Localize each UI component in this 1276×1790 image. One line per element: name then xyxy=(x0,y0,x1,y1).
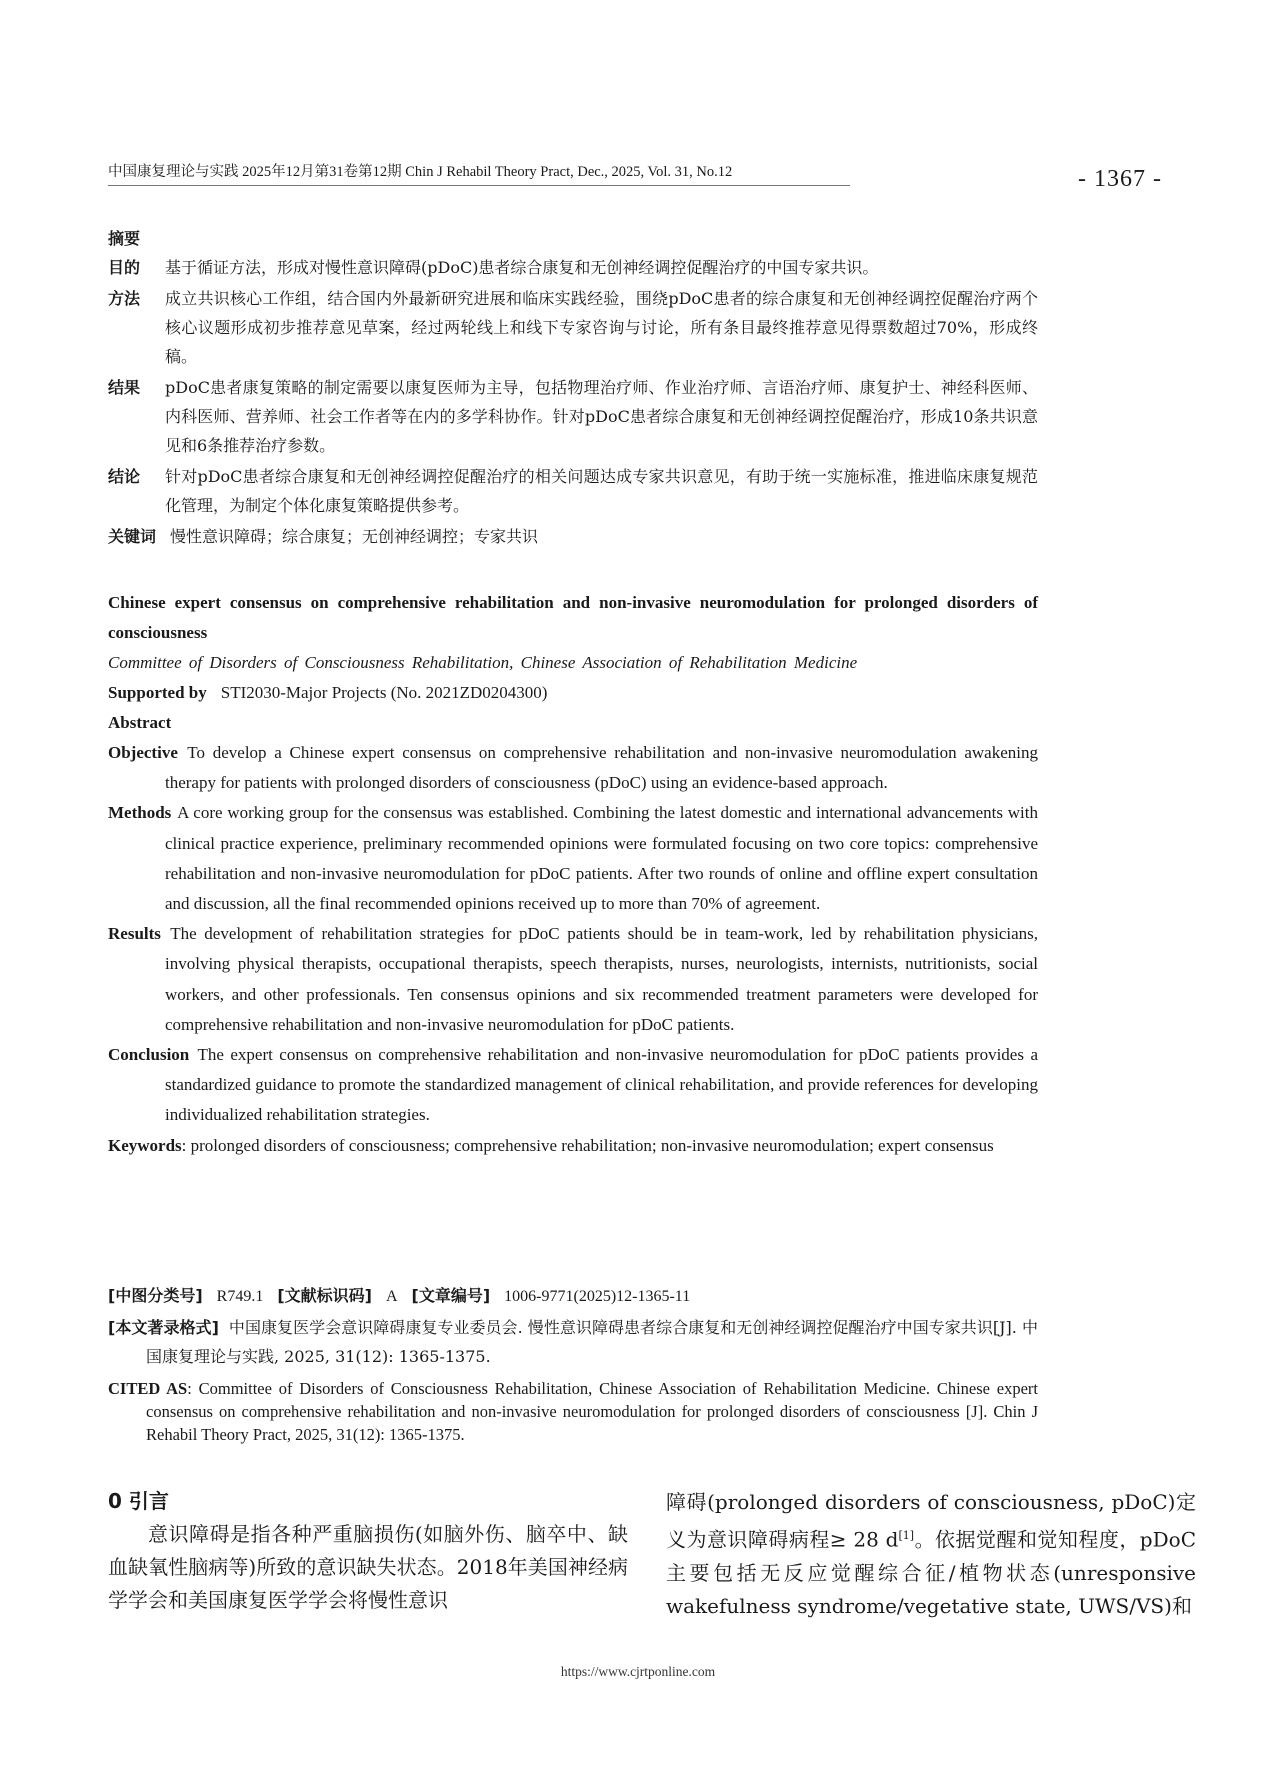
intro-heading: 0 引言 xyxy=(108,1489,169,1513)
citation-en-label: CITED AS xyxy=(108,1379,188,1398)
citation-cn-text: 中国康复医学会意识障碍康复专业委员会. 慢性意识障碍患者综合康复和无创神经调控促醒治疗中国专家共识[J]. 中国康复理论与实践, 2025, 31(12): 1365-1375. xyxy=(146,1318,1038,1366)
intro-paragraph-right xyxy=(666,1486,1196,1623)
en-methods-text: A core working group for the consensus was established. Combining the latest domestic and international advancements with clinical practice experience, preliminary recommended opinions were formulated focusing on two core topics: comprehensive rehabilitation and non-invasive neuromodulation for pDoC patients. After two rounds of online and offline expert consultation and discussion, all the final recommended opinions received up to more than 70% of agreement. xyxy=(165,803,1038,914)
en-abstract-title: Abstract xyxy=(108,713,172,732)
en-results-text: The development of rehabilitation strategies for pDoC patients should be in team-work, led by rehabilitation physicians, involving physical therapists, occupational therapists, speech therapists, nurses, neurologists, internists, nutritionists, social workers, and other professionals. Ten consensus opinions and six recommended treatment parameters were developed for comprehensive rehabilitation and non-invasive neuromodulation for pDoC patients. xyxy=(165,924,1038,1034)
en-objective xyxy=(108,738,1038,798)
cn-methods-text: 成立共识核心工作组，结合国内外最新研究进展和临床实践经验，围绕pDoC患者的综合康复和无创神经调控促醒治疗两个核心议题形成初步推荐意见草案，经过两轮线上和线下专家咨询与讨论，所有条目最终推荐意见得票数超过70%，形成终稿。 xyxy=(165,289,1038,366)
en-supported-label: Supported by xyxy=(108,683,207,702)
reference-marker[interactable]: [1] xyxy=(898,1529,915,1542)
en-objective-text: To develop a Chinese expert consensus on comprehensive rehabilitation and non-invasive neuromodulation awakening therapy for patients with prolonged disorders of consciousness (pDoC) using an evidence-based approach. xyxy=(165,743,1038,793)
page-number: - 1367 - xyxy=(1078,166,1162,192)
classification-line xyxy=(108,1282,1038,1311)
intro-right-text-1: 障碍(prolonged disorders of consciousness, pDoC)定义为意识障碍病程≥ 28 d xyxy=(666,1490,1196,1552)
intro-right-text-2: 。依据觉醒和觉知程度，pDoC主要包括无反应觉醒综合征/植物状态(unresponsive wakefulness syndrome/vegetative state, UWS/VS)和 xyxy=(666,1527,1196,1618)
en-results xyxy=(108,919,1038,1040)
doc-code-label: [文献标识码] xyxy=(277,1286,372,1305)
cn-results-text: pDoC患者康复策略的制定需要以康复医师为主导，包括物理治疗师、作业治疗师、言语治疗师、康复护士、神经科医师、内科医师、营养师、社会工作者等在内的多学科协作。针对pDoC患者综合康复和无创神经调控促醒治疗，形成10条共识意见和6条推荐治疗参数。 xyxy=(165,378,1038,455)
article-meta xyxy=(108,1282,1038,1446)
clc-value: R749.1 xyxy=(216,1288,264,1305)
article-no-value: 1006-9771(2025)12-1365-11 xyxy=(504,1288,691,1305)
cn-results xyxy=(108,373,1038,460)
en-conclusion-label: Conclusion xyxy=(108,1045,190,1065)
doc-code-value: A xyxy=(385,1288,398,1305)
en-supported-text: STI2030-Major Projects (No. 2021ZD0204300) xyxy=(220,683,548,702)
citation-cn xyxy=(108,1313,1038,1371)
cn-results-label: 结果 xyxy=(108,378,141,397)
intro-paragraph-left: 意识障碍是指各种严重脑损伤(如脑外伤、脑卒中、缺血缺氧性脑病等)所致的意识缺失状态。2018年美国神经病学学会和美国康复医学学会将慢性意识 xyxy=(108,1522,628,1612)
cn-objective xyxy=(108,253,1038,282)
en-methods xyxy=(108,798,1038,919)
cn-abstract-title: 摘要 xyxy=(108,229,141,248)
cn-keywords-text: 慢性意识障碍；综合康复；无创神经调控；专家共识 xyxy=(170,527,539,546)
cn-objective-text: 基于循证方法，形成对慢性意识障碍(pDoC)患者综合康复和无创神经调控促醒治疗的中国专家共识。 xyxy=(165,258,879,277)
en-authors: Committee of Disorders of Consciousness Rehabilitation, Chinese Association of Rehabilitation Medicine xyxy=(108,653,858,672)
intro-left-column xyxy=(108,1486,628,1617)
en-results-label: Results xyxy=(108,924,161,944)
en-keywords-label: Keywords xyxy=(108,1135,182,1155)
intro-right-column xyxy=(666,1486,1196,1623)
footer-url[interactable]: https://www.cjrtponline.com xyxy=(560,1664,716,1679)
cn-keywords-label: 关键词 xyxy=(108,527,157,546)
cn-methods xyxy=(108,284,1038,371)
citation-cn-label: [本文著录格式] xyxy=(108,1318,219,1337)
en-conclusion-text: The expert consensus on comprehensive rehabilitation and non-invasive neuromodulation for pDoC patients provides a standardized guidance to promote the standardized management of clinical rehabilitation, and provide references for developing individualized rehabilitation strategies. xyxy=(165,1045,1038,1125)
en-title: Chinese expert consensus on comprehensive rehabilitation and non-invasive neuromodulation for prolonged disorders of consciousness xyxy=(108,593,1038,642)
en-objective-label: Objective xyxy=(108,743,178,762)
en-supported-by xyxy=(108,678,1038,708)
en-methods-label: Methods xyxy=(108,803,172,823)
running-head: 中国康复理论与实践 2025年12月第31卷第12期 Chin J Rehabil Theory Pract, Dec., 2025, Vol. 31, No.12 xyxy=(108,160,850,186)
cn-conclusion-text: 针对pDoC患者综合康复和无创神经调控促醒治疗的相关问题达成专家共识意见，有助于统一实施标准，推进临床康复规范化管理，为制定个体化康复策略提供参考。 xyxy=(165,467,1038,515)
cn-objective-label: 目的 xyxy=(108,258,141,277)
citation-en xyxy=(108,1377,1038,1446)
cn-keywords xyxy=(108,522,1038,552)
citation-en-text: : Committee of Disorders of Consciousness Rehabilitation, Chinese Association of Rehabilitation Medicine. Chinese expert consensus on comprehensive rehabilitation and non-invasive neuromodulation for prolonged disorders of consciousness [J]. Chin J Rehabil Theory Pract, 2025, 31(12): 1365-1375. xyxy=(146,1379,1038,1444)
chinese-abstract xyxy=(108,225,1038,552)
cn-methods-label: 方法 xyxy=(108,289,141,308)
english-abstract xyxy=(108,588,1038,1161)
en-conclusion xyxy=(108,1040,1038,1131)
cn-conclusion-label: 结论 xyxy=(108,467,141,486)
article-no-label: [文章编号] xyxy=(411,1286,491,1305)
en-keywords-text: : prolonged disorders of consciousness; comprehensive rehabilitation; non-invasive neuromodulation; expert consensus xyxy=(181,1135,994,1155)
clc-label: [中图分类号] xyxy=(108,1286,203,1305)
en-keywords xyxy=(108,1131,1038,1161)
cn-conclusion xyxy=(108,462,1038,520)
